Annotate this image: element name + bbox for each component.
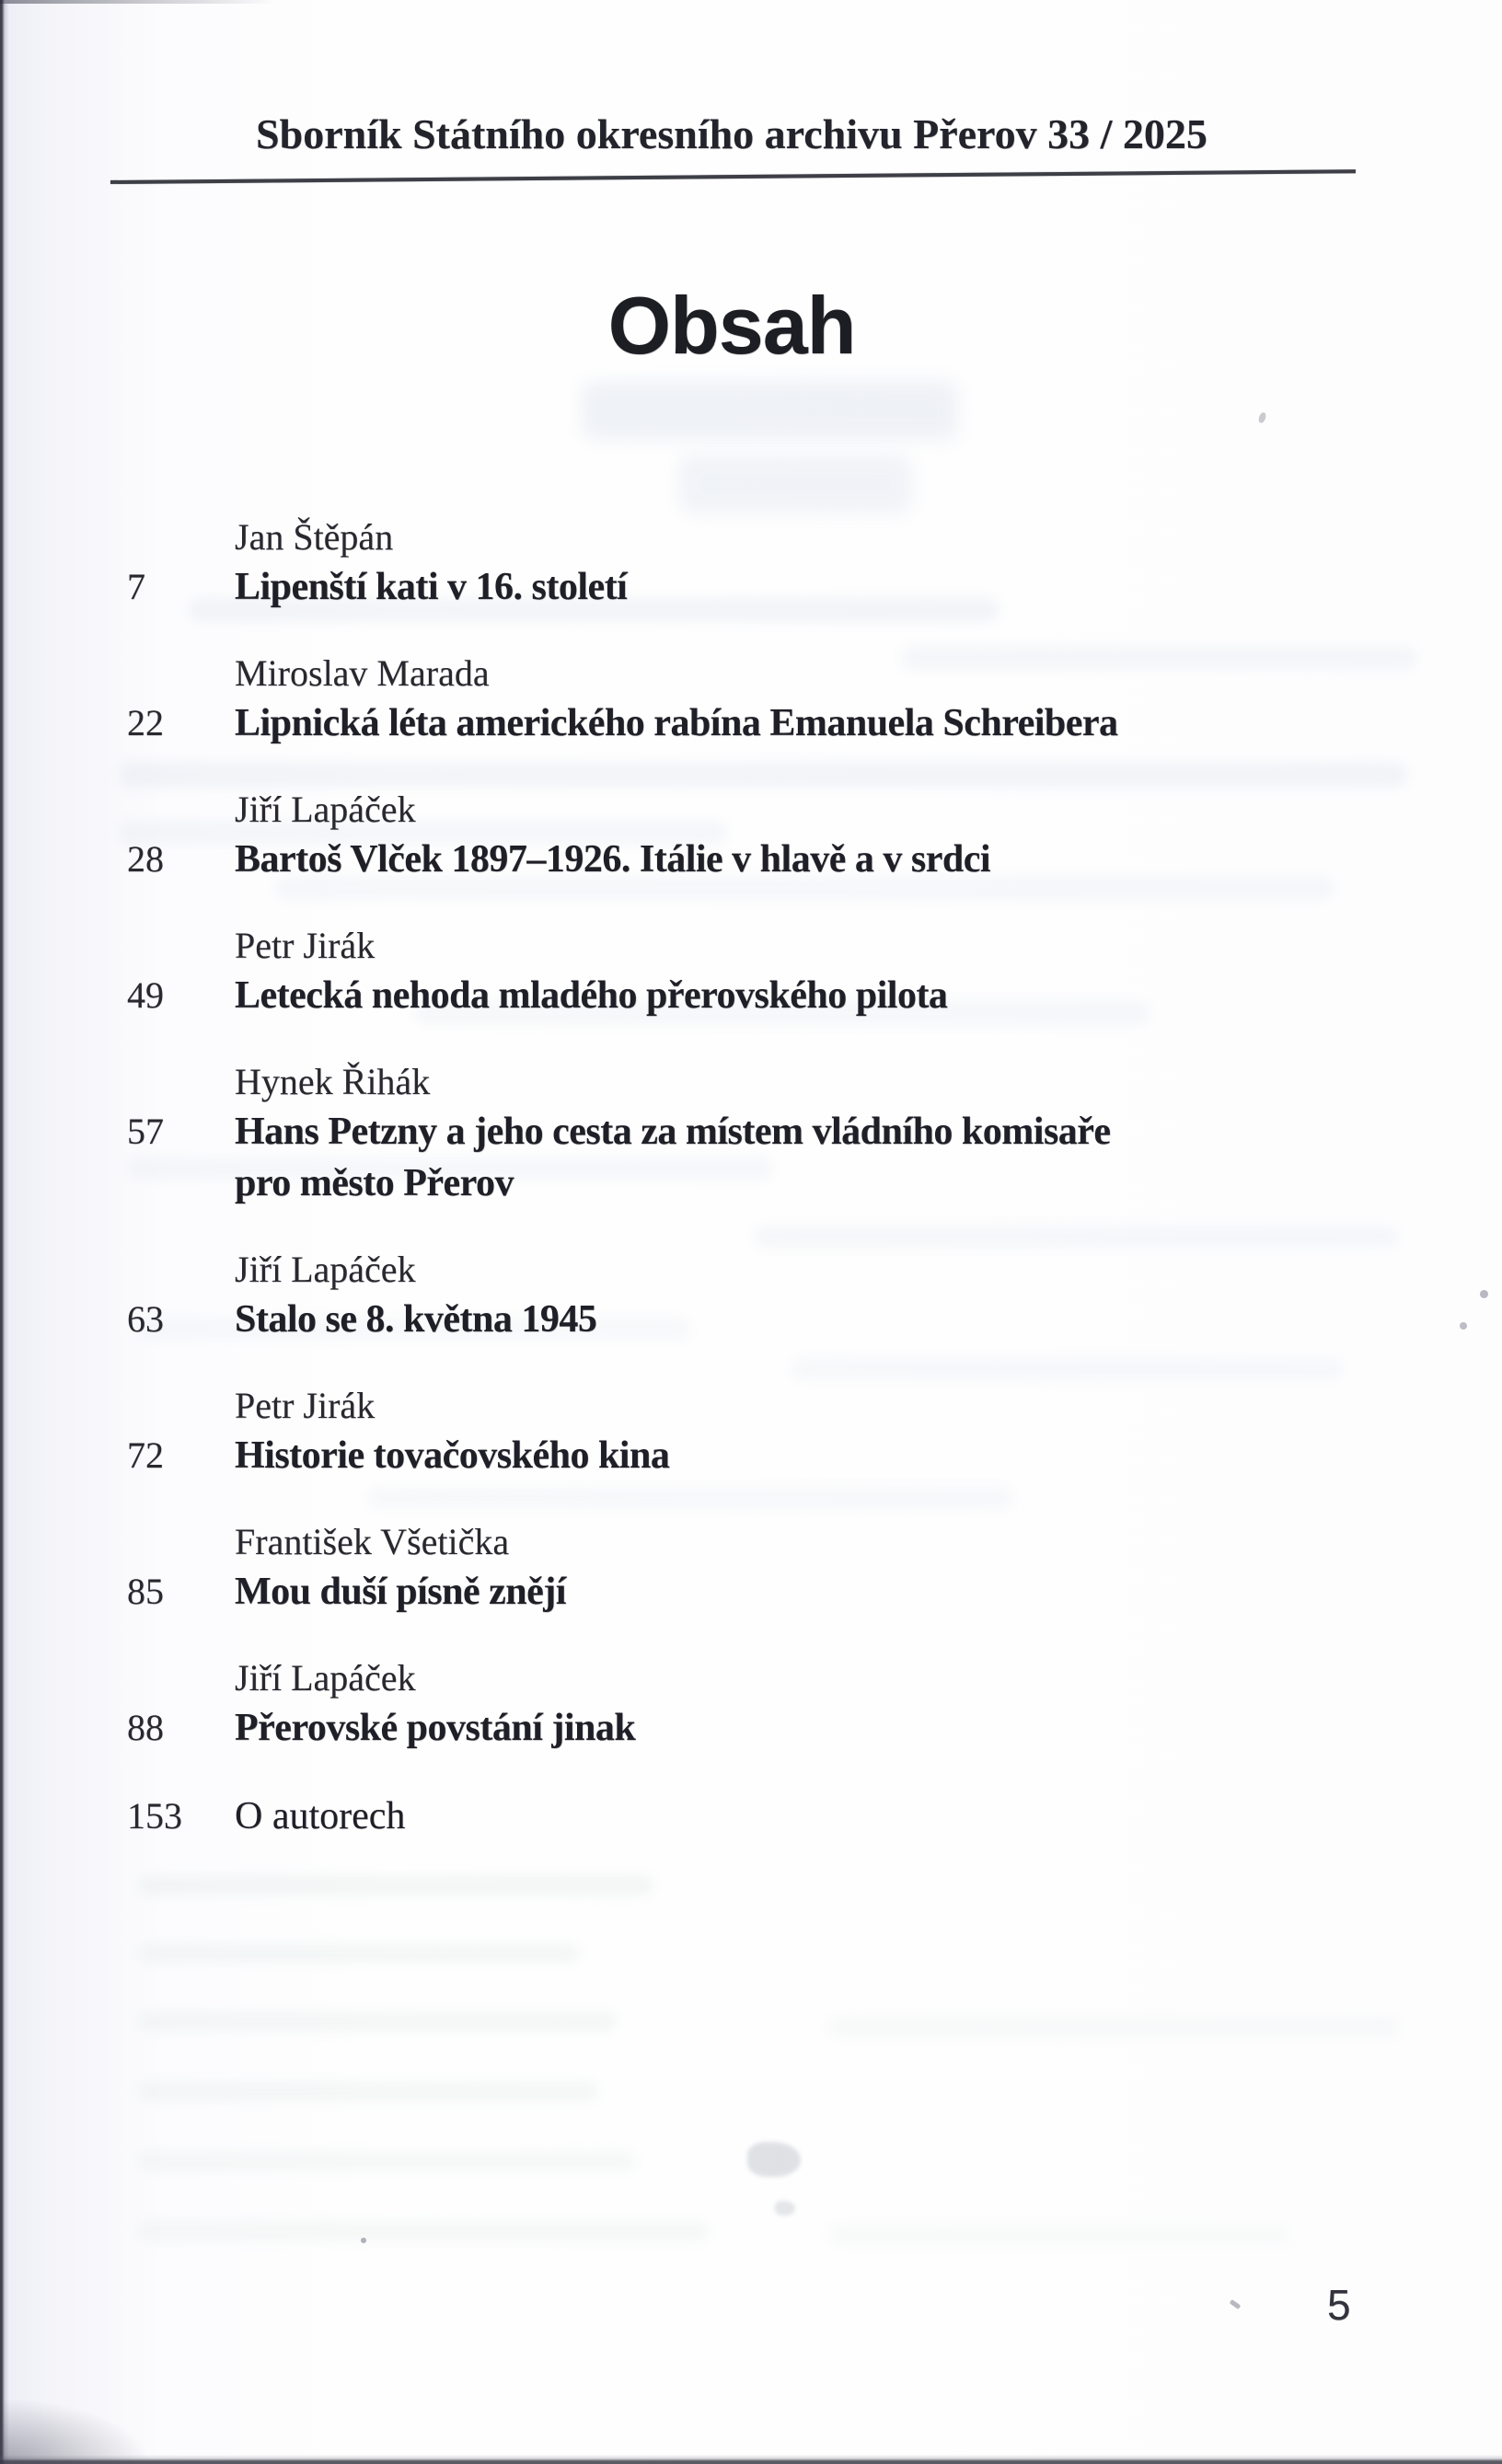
toc-entry-title: Lipnická léta amerického rabína Emanuela Schreibera bbox=[235, 702, 1118, 744]
bleed-through-line bbox=[138, 2151, 635, 2171]
bleed-through-line bbox=[138, 2011, 617, 2032]
bleed-through-line bbox=[828, 2225, 1288, 2245]
bleed-through-line bbox=[138, 2221, 709, 2241]
toc-entry bbox=[127, 786, 1376, 885]
toc-entry-page-number: 22 bbox=[127, 702, 164, 743]
toc-entry-title: O autorech bbox=[235, 1795, 406, 1837]
toc-entry-title: Lipenští kati v 16. století bbox=[235, 566, 628, 608]
toc-entry-author: Jiří Lapáček bbox=[235, 789, 416, 830]
toc-entry-title-line2: pro město Přerov bbox=[235, 1162, 514, 1204]
scan-speck bbox=[1230, 2299, 1242, 2309]
toc-entry-title: Mou duší písně znějí bbox=[235, 1571, 566, 1613]
toc-entry-author: Petr Jirák bbox=[235, 925, 376, 966]
toc-entry bbox=[127, 922, 1376, 1021]
bleed-through-headline bbox=[582, 381, 957, 440]
toc-entry bbox=[127, 1654, 1376, 1754]
bleed-through-line bbox=[138, 1943, 580, 1963]
toc-entry-title: Přerovské povstání jinak bbox=[235, 1707, 636, 1749]
header-rule bbox=[110, 169, 1356, 184]
toc-entry-page-number: 7 bbox=[127, 566, 145, 607]
scan-edge-top bbox=[0, 0, 276, 4]
toc-entry-title: Hans Petzny a jeho cesta za místem vládního komisaře bbox=[235, 1111, 1111, 1153]
running-header: Sborník Státního okresního archivu Přerov 33 / 2025 bbox=[256, 110, 1207, 157]
page-number: 5 bbox=[1327, 2281, 1351, 2329]
toc-entry bbox=[127, 650, 1376, 749]
page-title: Obsah bbox=[607, 280, 856, 371]
toc-entry-author: Jiří Lapáček bbox=[235, 1657, 416, 1698]
toc-entry-title: Stalo se 8. května 1945 bbox=[235, 1298, 597, 1341]
bleed-through-headline bbox=[679, 455, 911, 513]
toc-entry bbox=[127, 1246, 1376, 1345]
scan-corner-shadow bbox=[0, 2400, 147, 2464]
toc-entry-page-number: 88 bbox=[127, 1707, 164, 1748]
toc-entry-title: Historie tovačovského kina bbox=[235, 1434, 670, 1477]
toc-entry-title: Letecká nehoda mladého přerovského pilota bbox=[235, 974, 948, 1017]
toc-entry-page-number: 57 bbox=[127, 1111, 164, 1152]
toc-entry-page-number: 28 bbox=[127, 838, 164, 880]
scan-smudge bbox=[747, 2142, 801, 2177]
toc-entry-author: Miroslav Marada bbox=[235, 652, 490, 694]
scan-smudge bbox=[775, 2201, 795, 2216]
scan-speck bbox=[1480, 1290, 1488, 1298]
toc-entry bbox=[127, 1790, 1376, 1842]
toc-entry-page-number: 153 bbox=[127, 1795, 182, 1836]
toc-entry-page-number: 72 bbox=[127, 1434, 164, 1476]
toc-entry-author: Jiří Lapáček bbox=[235, 1249, 416, 1290]
bleed-through-line bbox=[828, 2017, 1399, 2037]
toc-entry-author: Petr Jirák bbox=[235, 1385, 376, 1426]
toc-entry bbox=[127, 1058, 1376, 1209]
toc-entry-author: Jan Štěpán bbox=[235, 516, 394, 558]
scan-edge-bottom bbox=[0, 2455, 1502, 2464]
scan-speck bbox=[1460, 1322, 1467, 1330]
table-of-contents bbox=[127, 513, 1376, 1879]
toc-entry-page-number: 49 bbox=[127, 974, 164, 1016]
toc-entry bbox=[127, 1518, 1376, 1618]
toc-entry-page-number: 85 bbox=[127, 1571, 164, 1612]
toc-entry-author: Hynek Řihák bbox=[235, 1061, 431, 1102]
toc-entry-author: František Všetička bbox=[235, 1521, 510, 1562]
bleed-through-line bbox=[138, 2081, 598, 2101]
toc-entry-title: Bartoš Vlček 1897–1926. Itálie v hlavě a v srdci bbox=[235, 838, 991, 881]
toc-entry bbox=[127, 513, 1376, 613]
scan-speck bbox=[1257, 411, 1267, 424]
toc-entry bbox=[127, 1382, 1376, 1481]
scan-speck bbox=[361, 2238, 366, 2243]
toc-entry-page-number: 63 bbox=[127, 1298, 164, 1340]
